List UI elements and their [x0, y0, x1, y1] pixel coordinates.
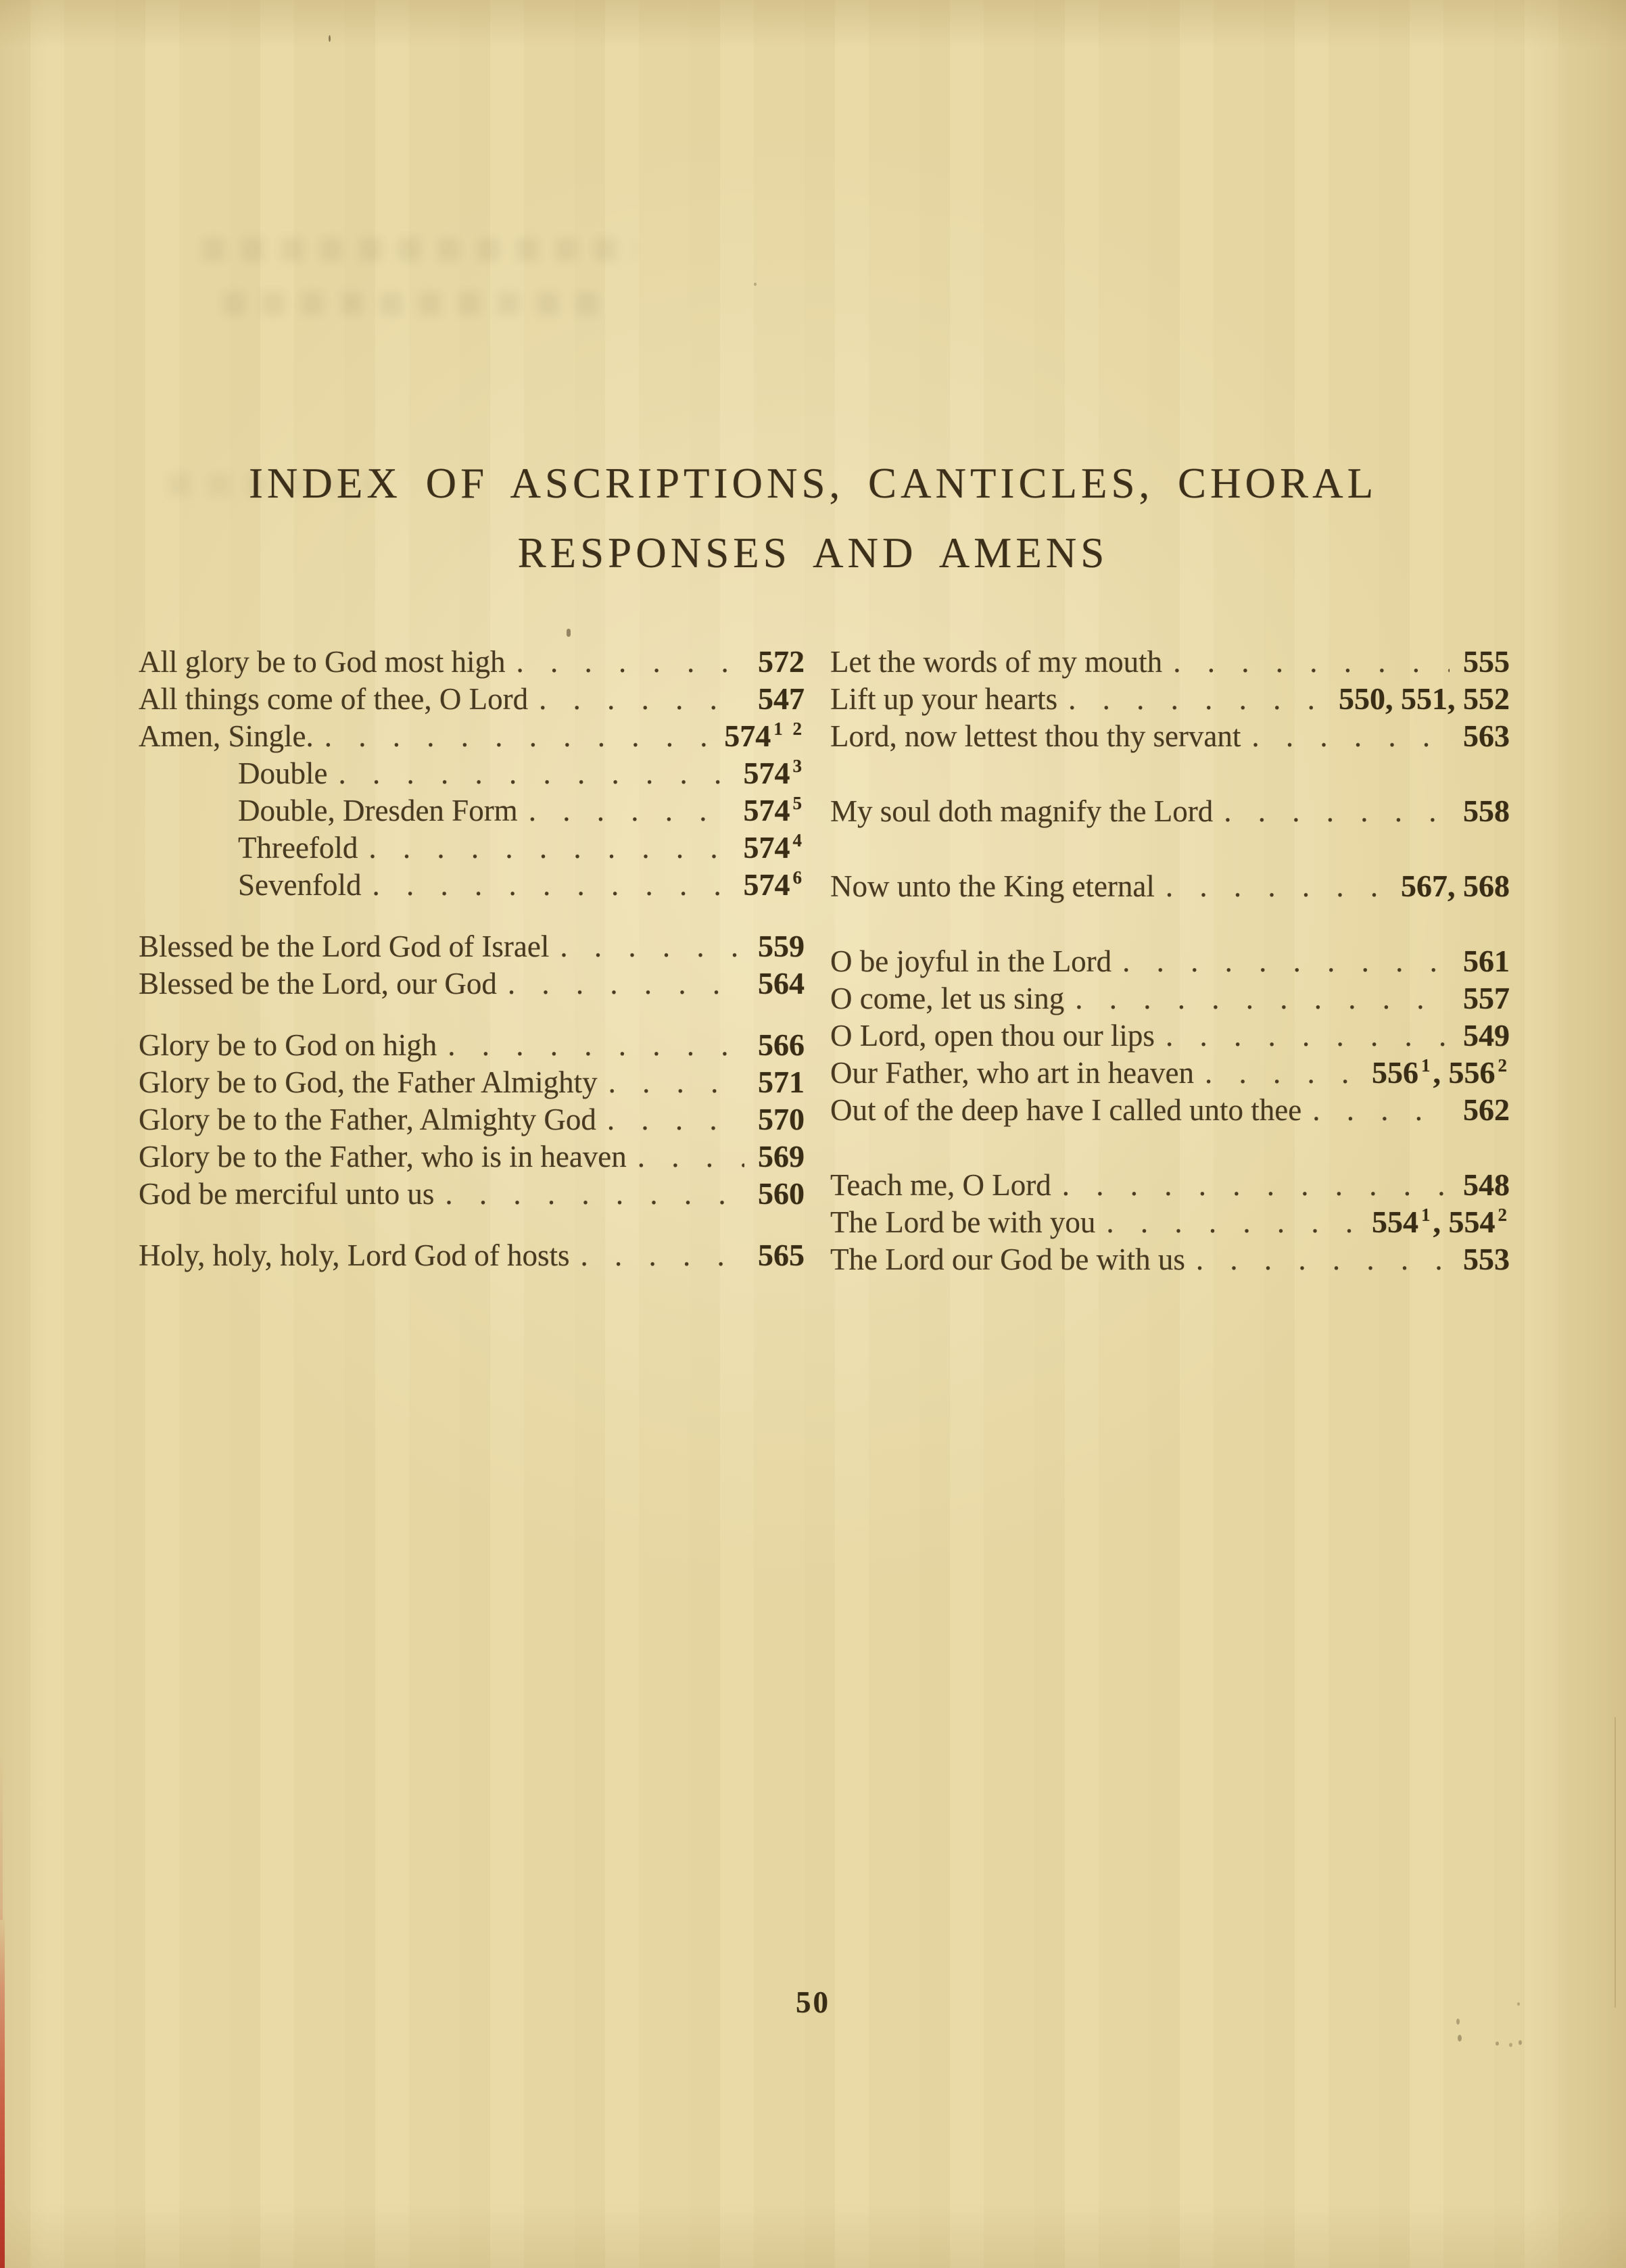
dot-leader — [516, 644, 744, 679]
entry-page-refs: 558 — [1463, 794, 1510, 828]
dot-leader — [368, 830, 730, 865]
entry-page-refs: 560 — [758, 1176, 805, 1211]
index-entry — [139, 1027, 805, 1064]
ink-speck — [1458, 2035, 1462, 2042]
index-group — [830, 644, 1510, 755]
entry-page-refs: 555 — [1463, 644, 1510, 679]
entry-label: The Lord our God be with us — [830, 1242, 1185, 1276]
index-entry — [139, 1176, 805, 1213]
dot-leader — [445, 1176, 744, 1211]
entry-page-refs: 561 — [1463, 944, 1510, 978]
page-ref-superscript: 5 — [792, 793, 805, 813]
entry-label: Amen, Single. — [139, 719, 314, 753]
index-column-left — [139, 644, 805, 1274]
entry-label: Lord, now lettest thou thy servant — [830, 719, 1241, 753]
index-entry — [830, 793, 1510, 830]
page-ref-superscript: 1 — [1421, 1055, 1433, 1076]
ink-speck — [1519, 2040, 1522, 2045]
page-title-line-2: RESPONSES AND AMENS — [517, 529, 1109, 577]
index-entry — [830, 943, 1510, 980]
index-entry — [139, 755, 805, 792]
entry-label: O be joyful in the Lord — [830, 944, 1112, 978]
index-entry — [830, 1204, 1510, 1241]
red-book-edge — [0, 1912, 5, 2268]
ink-speck — [1509, 2043, 1512, 2047]
index-entry — [830, 1055, 1510, 1092]
entry-page-refs: 563 — [1463, 719, 1510, 753]
dot-leader — [1205, 1055, 1358, 1090]
index-entry — [830, 980, 1510, 1017]
entry-page-refs: 567, 568 — [1401, 869, 1510, 903]
index-entry — [830, 681, 1510, 718]
index-entry — [139, 792, 805, 829]
dot-leader — [638, 1139, 744, 1174]
entry-page-refs: 574 $^6$ — [743, 867, 805, 902]
index-group — [139, 644, 805, 904]
entry-label: Double, Dresden Form — [238, 794, 518, 827]
page-ref-superscript: 1 — [1421, 1205, 1433, 1225]
entry-label: Now unto the King eternal — [830, 869, 1155, 903]
index-entry — [830, 718, 1510, 755]
entry-page-refs: 565 — [758, 1238, 805, 1272]
index-group — [830, 868, 1510, 905]
entry-label: All things come of thee, O Lord — [139, 682, 529, 716]
dot-leader — [372, 867, 730, 902]
index-group — [139, 1237, 805, 1274]
page-ref-superscript: 1 2 — [773, 719, 805, 739]
index-entry — [139, 867, 805, 904]
entry-page-refs: 549 — [1463, 1018, 1510, 1053]
index-entry — [830, 1017, 1510, 1055]
entry-page-refs: 572 — [758, 644, 805, 679]
dot-leader — [539, 681, 744, 717]
entry-page-refs: 571 — [758, 1065, 805, 1099]
entry-label: O come, let us sing — [830, 982, 1065, 1015]
dot-leader — [529, 793, 730, 828]
dot-leader — [1224, 794, 1450, 829]
dot-leader — [1106, 1205, 1358, 1240]
dot-leader — [1122, 944, 1450, 979]
entry-page-refs: 574 $^4$ — [743, 830, 805, 865]
index-entry — [139, 1237, 805, 1274]
entry-label: Out of the deep have I called unto thee — [830, 1093, 1302, 1127]
entry-page-refs: 570 — [758, 1102, 805, 1136]
entry-page-refs: 562 — [1463, 1092, 1510, 1127]
dot-leader — [1251, 719, 1450, 754]
entry-label: Blessed be the Lord God of Israel — [139, 930, 550, 963]
entry-page-refs: 566 — [758, 1028, 805, 1062]
entry-label: Sevenfold — [238, 868, 362, 902]
index-column-right — [830, 644, 1510, 1278]
dot-leader — [1062, 1167, 1450, 1203]
index-entry — [139, 681, 805, 718]
dot-leader — [1068, 681, 1325, 717]
entry-label: Lift up your hearts — [830, 682, 1058, 716]
bleed-through-smudge — [223, 292, 602, 315]
entry-page-refs: 556 $^1$, 556 $^2$ — [1372, 1055, 1510, 1090]
dot-leader — [1312, 1092, 1450, 1128]
entry-label: Our Father, who art in heaven — [830, 1056, 1195, 1090]
entry-label: All glory be to God most high — [139, 645, 506, 679]
page-ref-superscript: 4 — [792, 830, 805, 850]
dot-leader — [1173, 644, 1450, 679]
dot-leader — [1196, 1242, 1450, 1277]
entry-label: God be merciful unto us — [139, 1177, 435, 1211]
page-ref-superscript: 3 — [792, 756, 805, 776]
page-number: 50 — [796, 1985, 830, 2019]
dot-leader — [338, 756, 730, 791]
page-ref-superscript: 2 — [1498, 1205, 1510, 1225]
entry-page-refs: 574 $^{1 2}$ — [724, 719, 805, 753]
entry-page-refs: 550, 551, 552 — [1339, 681, 1510, 716]
index-entry — [139, 644, 805, 681]
entry-label: Glory be to God on high — [139, 1028, 437, 1062]
entry-page-refs: 554 $^1$, 554 $^2$ — [1372, 1205, 1510, 1239]
index-entry — [139, 928, 805, 965]
page-ref-superscript: 2 — [1498, 1055, 1510, 1076]
dot-leader — [448, 1028, 744, 1063]
entry-label: My soul doth magnify the Lord — [830, 794, 1214, 828]
index-entry — [139, 1101, 805, 1138]
index-entry — [830, 868, 1510, 905]
index-entry — [830, 1167, 1510, 1204]
index-entry — [830, 644, 1510, 681]
red-book-edge-faint — [0, 1744, 3, 1920]
index-group — [139, 928, 805, 1003]
index-entry — [139, 1138, 805, 1176]
ink-speck — [1496, 2042, 1499, 2046]
dot-leader — [607, 1102, 744, 1137]
index-group — [830, 943, 1510, 1129]
dot-leader — [560, 929, 744, 964]
ink-speck — [754, 283, 757, 286]
index-entry — [139, 965, 805, 1003]
dot-leader — [1166, 1018, 1450, 1053]
dot-leader — [508, 966, 744, 1001]
entry-label: Double — [238, 756, 328, 790]
index-group — [830, 1167, 1510, 1278]
index-entry — [139, 718, 805, 755]
dot-leader — [580, 1238, 744, 1273]
index-entry — [830, 1092, 1510, 1129]
entry-page-refs: 548 — [1463, 1167, 1510, 1202]
entry-label: O Lord, open thou our lips — [830, 1019, 1155, 1053]
entry-label: Threefold — [238, 831, 358, 865]
index-entry — [830, 1241, 1510, 1278]
entry-label: Glory be to God, the Father Almighty — [139, 1065, 598, 1099]
entry-label: Glory be to the Father, Almighty God — [139, 1103, 596, 1136]
index-entry — [139, 829, 805, 867]
index-group — [139, 1027, 805, 1213]
entry-label: Let the words of my mouth — [830, 645, 1163, 679]
ink-speck — [567, 629, 571, 637]
entry-page-refs: 569 — [758, 1139, 805, 1174]
dot-leader — [1075, 981, 1450, 1016]
dot-leader — [608, 1065, 744, 1100]
entry-page-refs: 564 — [758, 966, 805, 1000]
ink-speck — [329, 35, 331, 42]
index-entry — [139, 1064, 805, 1101]
entry-label: Blessed be the Lord, our God — [139, 967, 497, 1000]
entry-page-refs: 574 $^3$ — [743, 756, 805, 790]
page-ref-superscript: 6 — [792, 867, 805, 888]
entry-page-refs: 557 — [1463, 981, 1510, 1015]
entry-label: Glory be to the Father, who is in heaven — [139, 1140, 627, 1174]
entry-page-refs: 553 — [1463, 1242, 1510, 1276]
entry-label: The Lord be with you — [830, 1205, 1096, 1239]
entry-page-refs: 547 — [758, 681, 805, 716]
dot-leader — [1166, 869, 1387, 904]
dot-leader — [325, 719, 711, 754]
bleed-through-smudge — [203, 238, 636, 261]
entry-label: Holy, holy, holy, Lord God of hosts — [139, 1238, 570, 1272]
entry-label: Teach me, O Lord — [830, 1168, 1051, 1202]
page-title-line-1: INDEX OF ASCRIPTIONS, CANTICLES, CHORAL — [248, 460, 1378, 507]
entry-page-refs: 559 — [758, 929, 805, 963]
entry-page-refs: 574 $^5$ — [743, 793, 805, 827]
index-group — [830, 793, 1510, 830]
page-title — [0, 449, 1626, 588]
page-crease — [1615, 1717, 1616, 2008]
